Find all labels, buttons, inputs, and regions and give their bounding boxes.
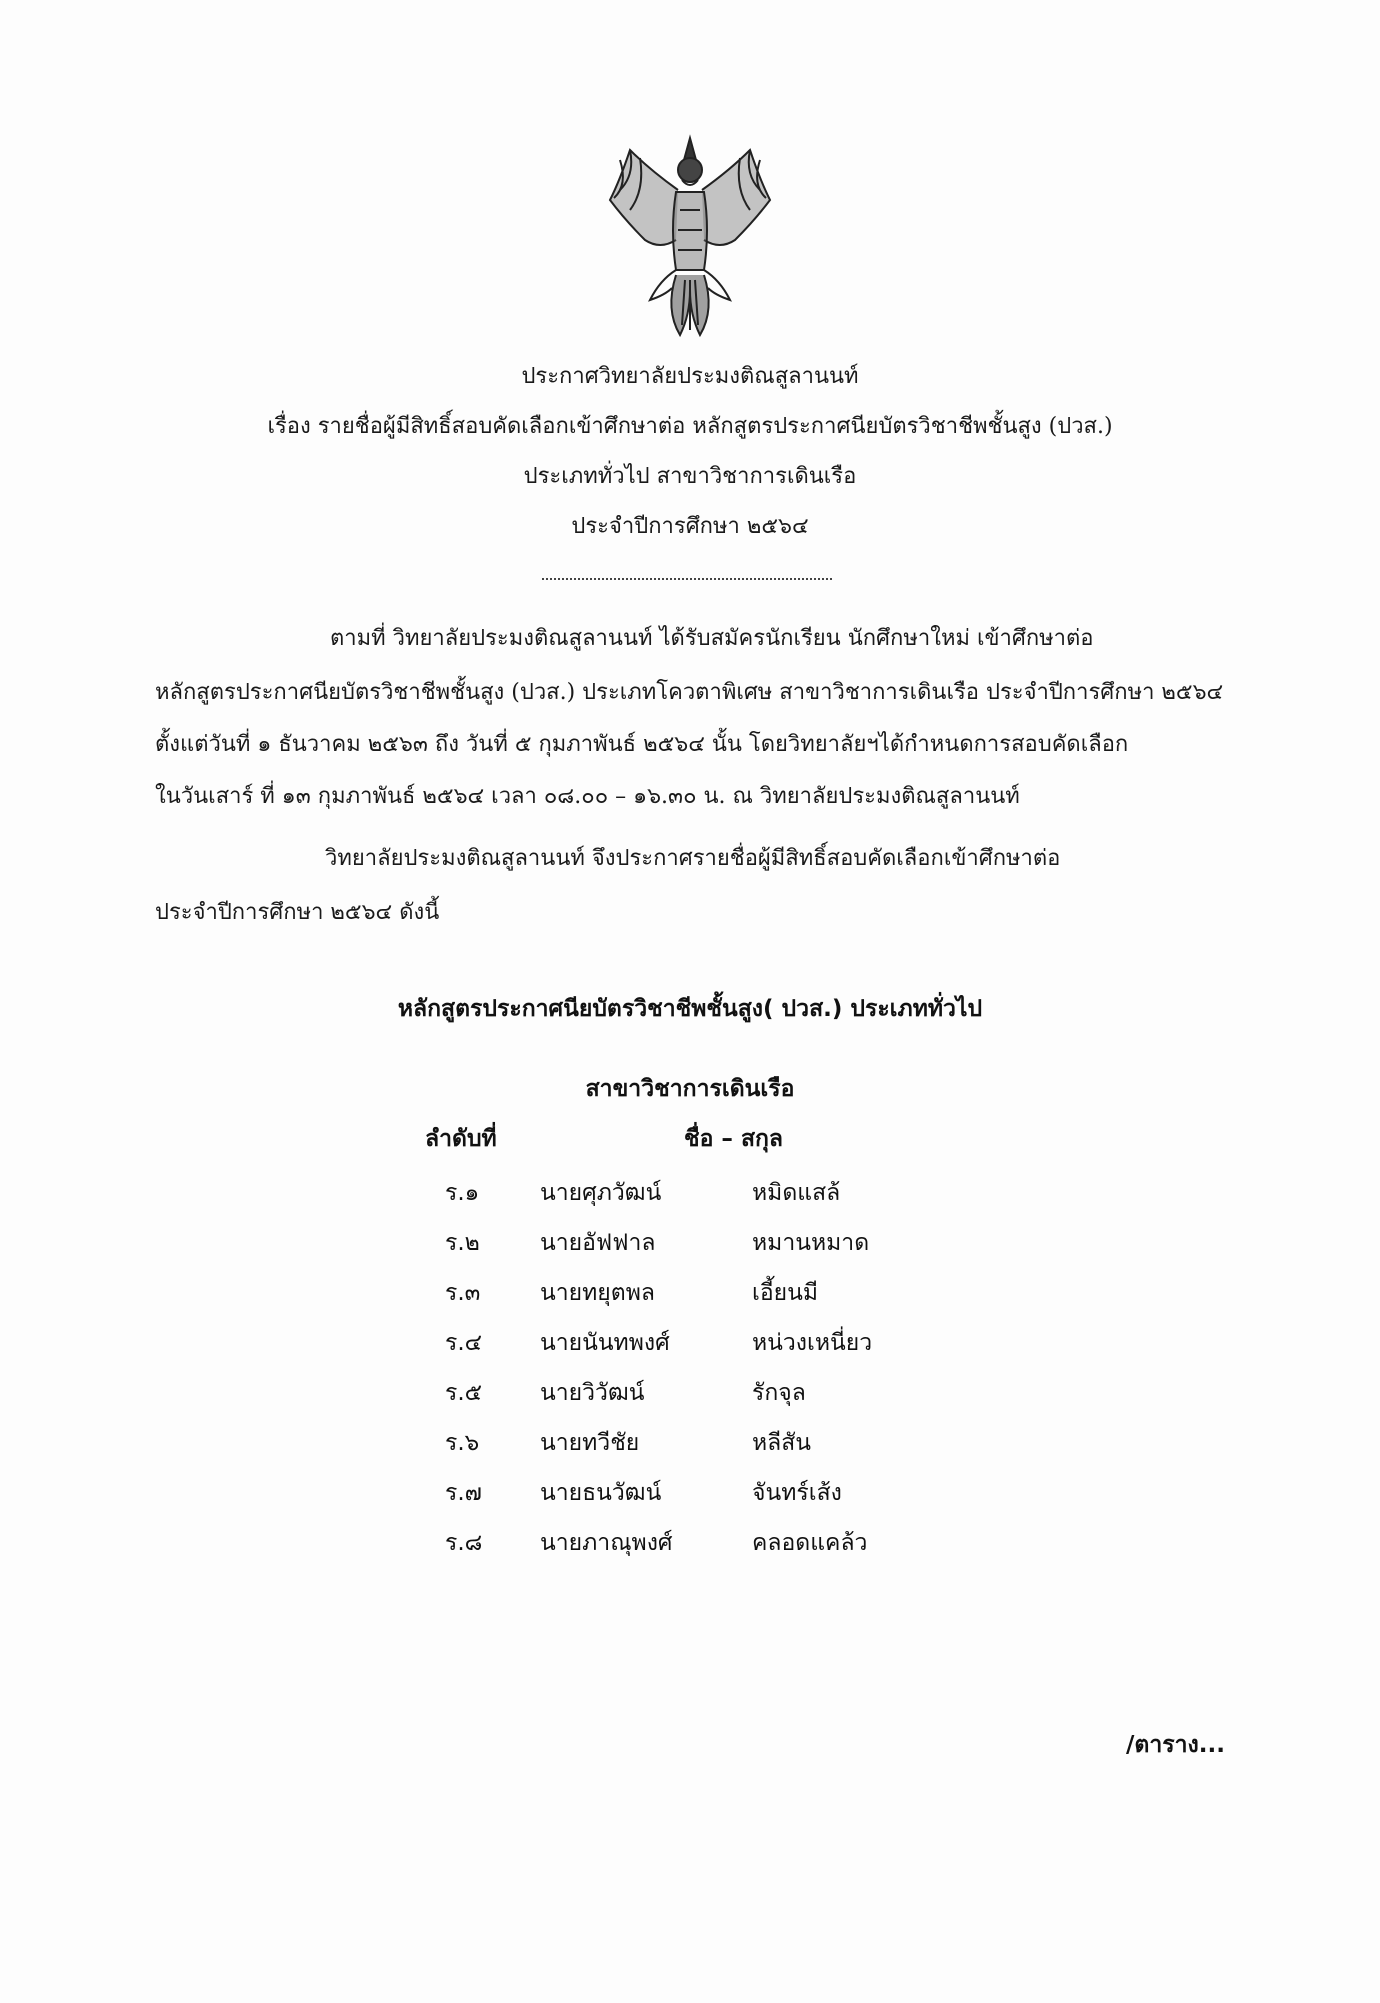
first-name: นายนันทพงศ์ xyxy=(540,1330,670,1356)
last-name: หน่วงเหนี่ยว xyxy=(752,1330,873,1356)
announcement-category: ประเภททั่วไป สาขาวิชาการเดินเรือ xyxy=(523,464,857,489)
announcement-title: ประกาศวิทยาลัยประมงติณสูลานนท์ xyxy=(521,364,859,389)
announcement-year: ประจำปีการศึกษา ๒๕๖๔ xyxy=(571,514,809,539)
list-item xyxy=(0,1468,1380,1518)
dotted-divider xyxy=(542,578,832,580)
last-name: หลีสัน xyxy=(752,1430,812,1456)
first-name: นายทยุตพล xyxy=(540,1280,655,1306)
paragraph-1-line-4: ในวันเสาร์ ที่ ๑๓ กุมภาพันธ์ ๒๕๖๔ เวลา ๐๘.๐๐ – ๑๖.๓๐ น. ณ วิทยาลัยประมงติณสูลานนท์ xyxy=(155,784,1020,809)
list-item xyxy=(0,1168,1380,1218)
list-item xyxy=(0,1218,1380,1268)
order-number: ร.๗ xyxy=(445,1480,482,1506)
first-name: นายทวีชัย xyxy=(540,1430,640,1456)
last-name: รักจุล xyxy=(752,1380,806,1406)
last-name: หมิดแสล้ xyxy=(752,1180,841,1206)
list-item xyxy=(0,1518,1380,1568)
paragraph-1-line-3: ตั้งแต่วันที่ ๑ ธันวาคม ๒๕๖๓ ถึง วันที่ ๕ กุมภาพันธ์ ๒๕๖๔ นั้น โดยวิทยาลัยฯได้กำหนดการสอบคัดเลือก xyxy=(155,732,1129,757)
order-number: ร.๑ xyxy=(445,1180,480,1206)
paragraph-2-line-2: ประจำปีการศึกษา ๒๕๖๔ ดังนี้ xyxy=(155,900,440,925)
first-name: นายวิวัฒน์ xyxy=(540,1380,645,1406)
order-number: ร.๒ xyxy=(445,1230,480,1256)
first-name: นายธนวัฒน์ xyxy=(540,1480,662,1506)
major-heading: สาขาวิชาการเดินเรือ xyxy=(585,1076,795,1102)
roster-list xyxy=(0,1168,1380,1568)
list-item xyxy=(0,1268,1380,1318)
paragraph-1-line-1: ตามที่ วิทยาลัยประมงติณสูลานนท์ ได้รับสมัครนักเรียน นักศึกษาใหม่ เข้าศึกษาต่อ xyxy=(330,626,1094,651)
first-name: นายอัฟฟาล xyxy=(540,1230,656,1256)
continuation-note: /ตาราง... xyxy=(1126,1732,1225,1758)
garuda-emblem-icon xyxy=(590,130,790,340)
order-number: ร.๔ xyxy=(445,1330,483,1356)
last-name: จันทร์เส้ง xyxy=(752,1480,842,1506)
list-item xyxy=(0,1418,1380,1468)
program-heading: หลักสูตรประกาศนียบัตรวิชาชีพชั้นสูง( ปวส.) ประเภททั่วไป xyxy=(397,996,983,1022)
order-number: ร.๕ xyxy=(445,1380,483,1406)
paragraph-2-line-1: วิทยาลัยประมงติณสูลานนท์ จึงประกาศรายชื่อผู้มีสิทธิ์สอบคัดเลือกเข้าศึกษาต่อ xyxy=(325,846,1061,871)
paragraph-1-line-2: หลักสูตรประกาศนียบัตรวิชาชีพชั้นสูง (ปวส.) ประเภทโควตาพิเศษ สาขาวิชาการเดินเรือ ประจำปีการศึกษา ๒๕๖๔ xyxy=(155,680,1224,705)
list-item xyxy=(0,1368,1380,1418)
announcement-subject: เรื่อง รายชื่อผู้มีสิทธิ์สอบคัดเลือกเข้าศึกษาต่อ หลักสูตรประกาศนียบัตรวิชาชีพชั้นสูง (ปวส.) xyxy=(267,414,1113,439)
first-name: นายภาณุพงศ์ xyxy=(540,1530,673,1556)
list-item xyxy=(0,1318,1380,1368)
order-number: ร.๘ xyxy=(445,1530,483,1556)
column-header-order: ลำดับที่ xyxy=(425,1126,497,1152)
last-name: คลอดแคล้ว xyxy=(752,1530,868,1556)
last-name: หมานหมาด xyxy=(752,1230,870,1256)
column-header-name: ชื่อ – สกุล xyxy=(684,1126,783,1152)
last-name: เอี้ยนมี xyxy=(752,1280,819,1306)
order-number: ร.๖ xyxy=(445,1430,480,1456)
order-number: ร.๓ xyxy=(445,1280,481,1306)
first-name: นายศุภวัฒน์ xyxy=(540,1180,662,1206)
